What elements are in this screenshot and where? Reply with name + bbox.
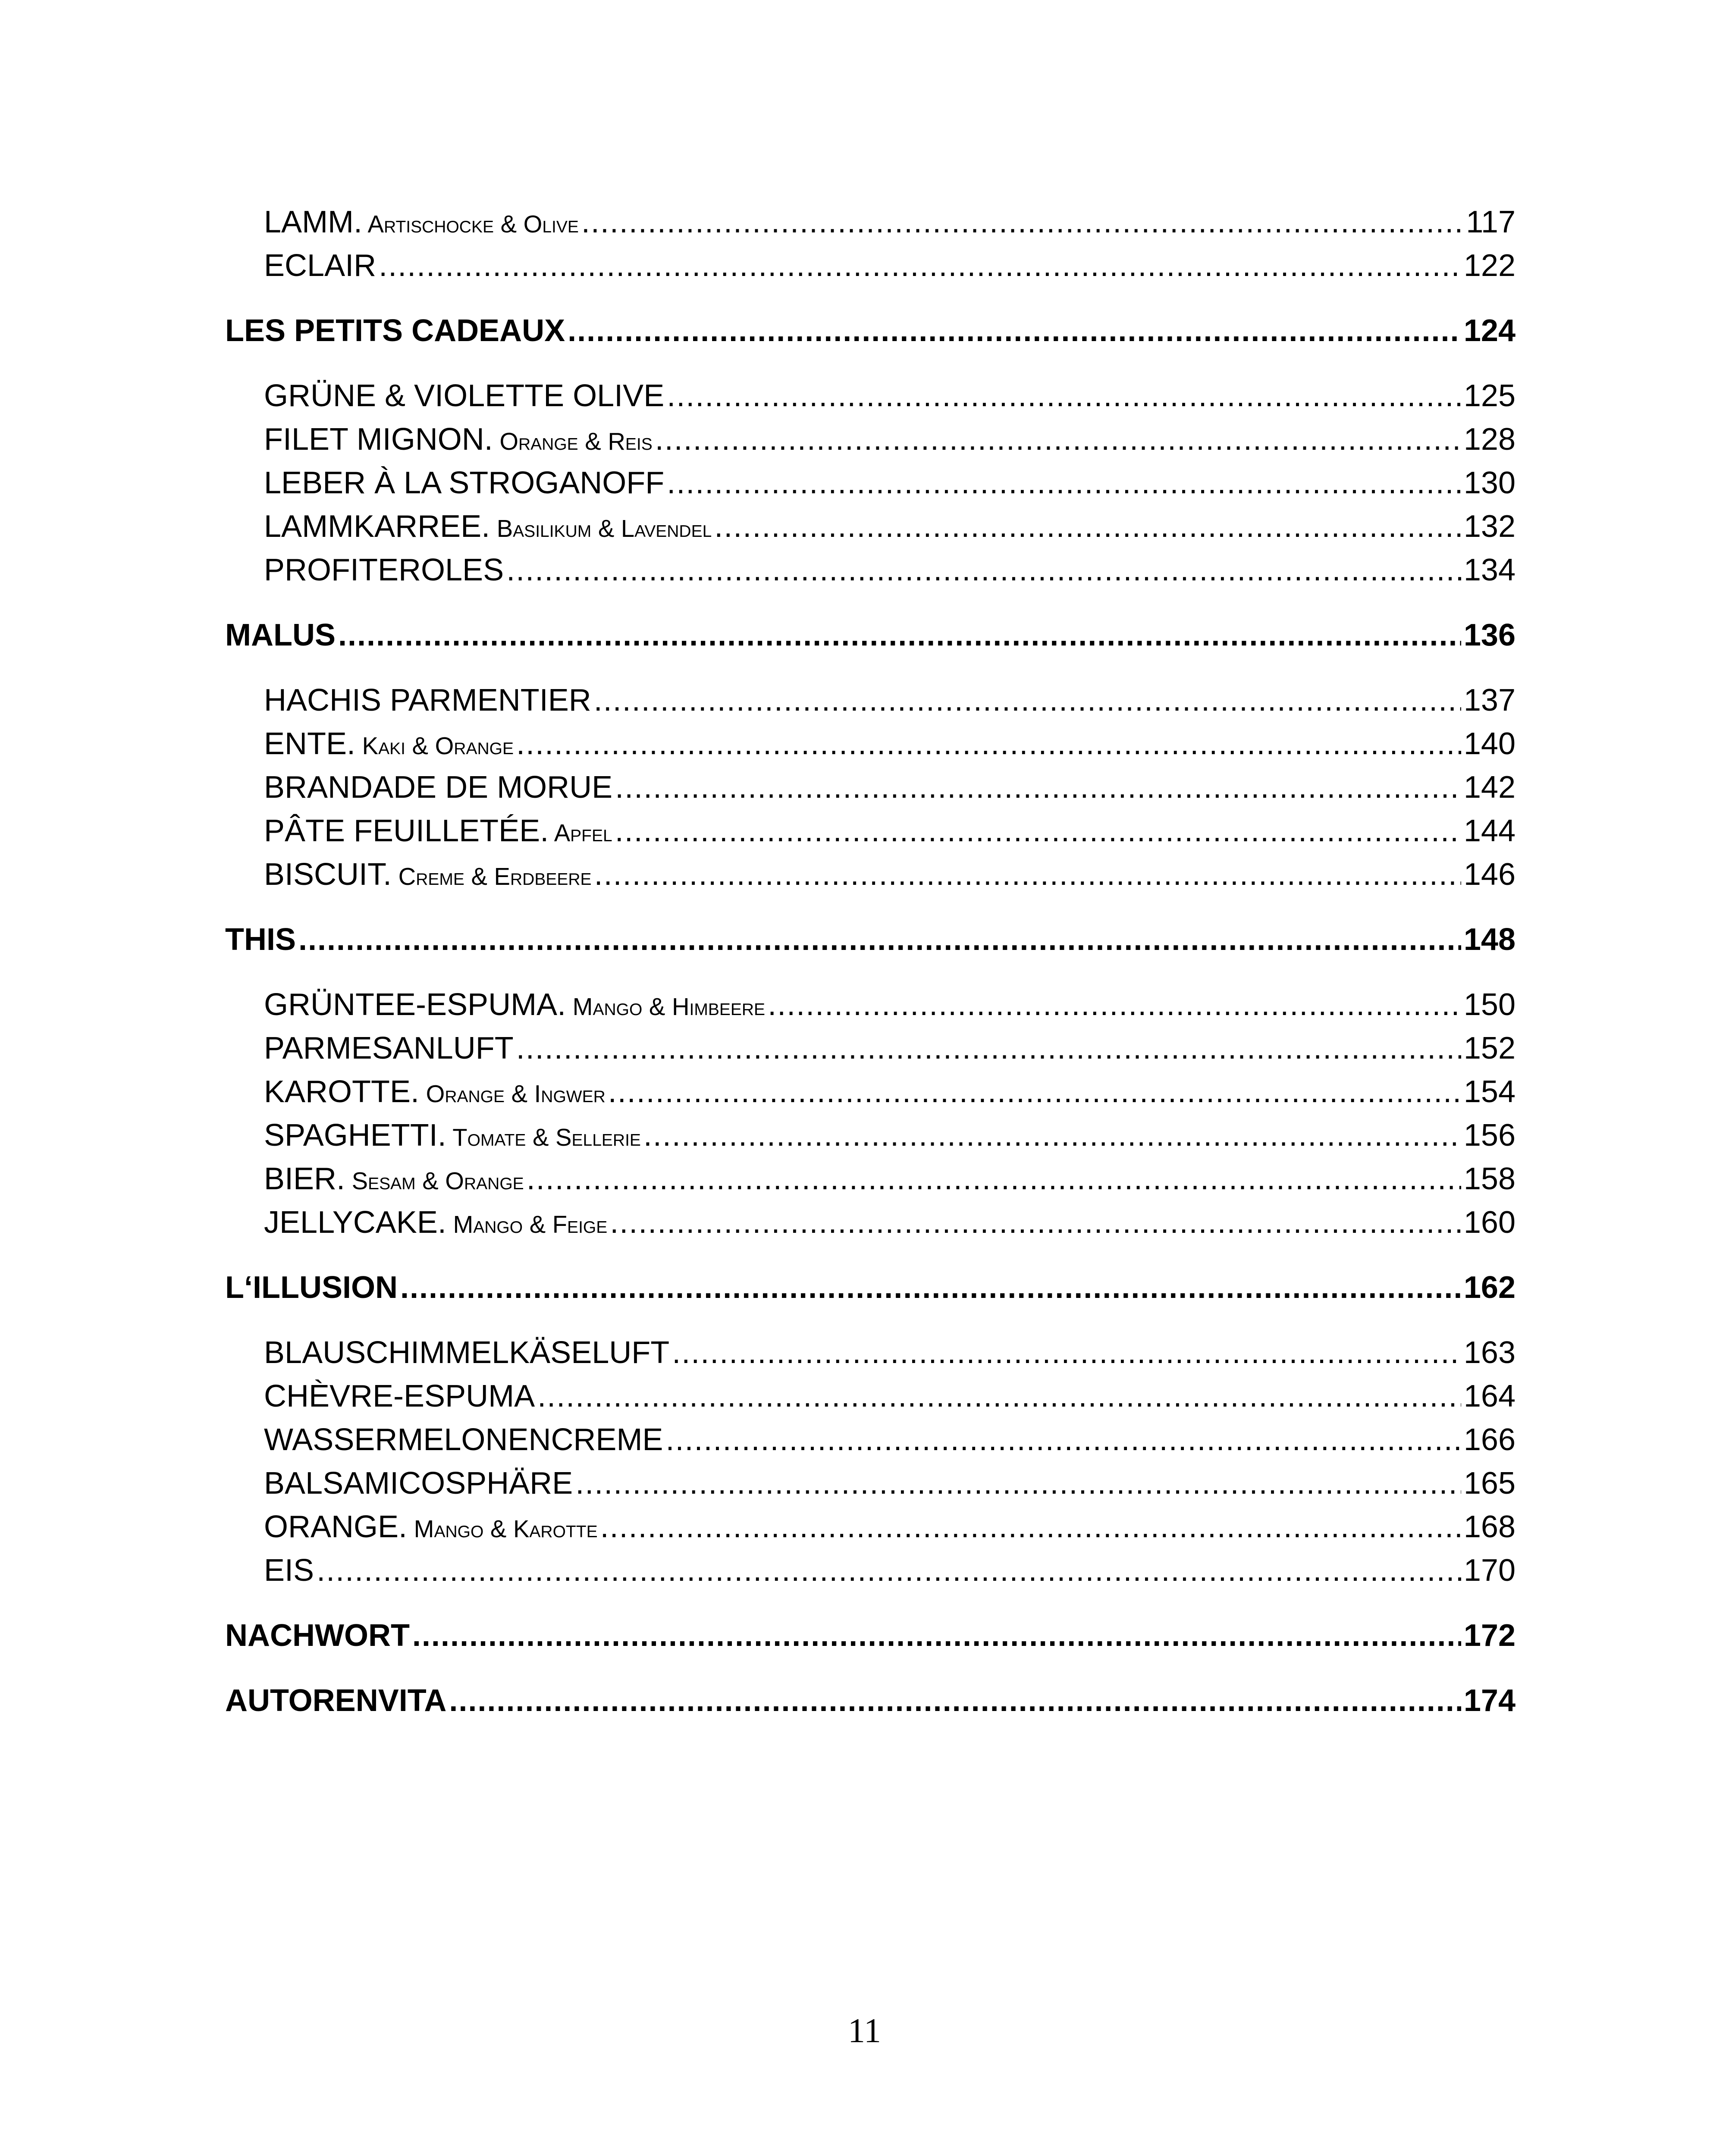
toc-entry (225, 1331, 1516, 1375)
toc-entry-title (264, 461, 664, 505)
toc-page-number: 134 (1463, 553, 1516, 587)
dot-leader (615, 766, 1461, 809)
toc-section-entry (225, 309, 1516, 353)
toc-entry (225, 461, 1516, 505)
toc-entry-subtitle: Creme & Erdbeere (392, 863, 592, 890)
dot-leader (338, 614, 1461, 657)
toc-entry-title (264, 853, 592, 896)
toc-entry-title (264, 1505, 598, 1549)
dot-leader (537, 1375, 1461, 1418)
toc-page-number: 154 (1463, 1075, 1516, 1109)
toc-entry (225, 1114, 1516, 1157)
dot-leader (615, 809, 1461, 853)
toc-entry (225, 374, 1516, 418)
toc-entry-title (264, 1418, 663, 1462)
toc-page-number: 150 (1463, 987, 1516, 1022)
toc-entry (225, 1157, 1516, 1201)
toc-entry-title (264, 1375, 535, 1418)
toc-entry (225, 418, 1516, 461)
toc-entry-title-main: BIER. (264, 1162, 345, 1196)
table-of-contents (225, 201, 1516, 1723)
toc-entry-title-main: ECLAIR (264, 248, 377, 283)
toc-section-entry (225, 1679, 1516, 1723)
toc-section-entry (225, 918, 1516, 962)
dot-leader (672, 1331, 1461, 1375)
toc-entry-title-main: PROFITEROLES (264, 553, 504, 587)
toc-entry-title-main: BLAUSCHIMMELKÄSELUFT (264, 1335, 670, 1370)
dot-leader (655, 418, 1461, 461)
toc-entry-title-main: BALSAMICOSPHÄRE (264, 1466, 573, 1501)
toc-entry-subtitle: Artischocke & Olive (362, 210, 579, 238)
toc-entry (225, 1027, 1516, 1070)
dot-leader (516, 722, 1461, 766)
toc-page-number: 156 (1463, 1118, 1516, 1153)
toc-entry (225, 1375, 1516, 1418)
toc-entry-title-main: AUTORENVITA (225, 1683, 447, 1718)
toc-entry-title-main: MALUS (225, 618, 336, 652)
toc-entry (225, 244, 1516, 288)
toc-entry (225, 505, 1516, 548)
toc-entry-title-main: THIS (225, 922, 296, 957)
toc-page-number: 174 (1463, 1683, 1516, 1718)
toc-entry-title-main: GRÜNTEE-ESPUMA. (264, 987, 566, 1022)
dot-leader (412, 1614, 1461, 1658)
dot-leader (379, 244, 1461, 288)
toc-page-number: 136 (1463, 618, 1516, 652)
toc-entry-title (225, 918, 296, 962)
toc-entry (225, 679, 1516, 722)
toc-page-number: 146 (1463, 857, 1516, 892)
toc-page-number: 162 (1463, 1270, 1516, 1305)
toc-entry-title-main: HACHIS PARMENTIER (264, 683, 591, 718)
toc-entry-title-main: CHÈVRE-ESPUMA (264, 1379, 535, 1413)
toc-entry-title (264, 766, 612, 809)
dot-leader (298, 918, 1461, 962)
toc-page-number: 166 (1463, 1423, 1516, 1457)
toc-entry-title-main: FILET MIGNON. (264, 422, 493, 457)
toc-entry-title (225, 1266, 398, 1310)
dot-leader (594, 853, 1461, 896)
dot-leader (581, 201, 1463, 244)
toc-entry-title (264, 1027, 514, 1070)
toc-page-number: 168 (1463, 1510, 1516, 1544)
dot-leader (610, 1201, 1461, 1244)
toc-section-entry (225, 1266, 1516, 1310)
toc-entry-title (264, 722, 514, 766)
toc-page-number: 140 (1463, 727, 1516, 761)
toc-entry (225, 1070, 1516, 1114)
dot-leader (575, 1462, 1461, 1505)
toc-entry-title (264, 679, 591, 722)
toc-entry-subtitle: Mango & Karotte (407, 1515, 598, 1542)
toc-entry-subtitle: Orange & Reis (493, 428, 653, 455)
toc-entry-title (225, 1614, 410, 1658)
toc-entry-title-main: ORANGE. (264, 1510, 408, 1544)
toc-entry-title (264, 201, 579, 244)
toc-entry-title-main: JELLYCAKE. (264, 1205, 446, 1240)
toc-entry (225, 1505, 1516, 1549)
toc-entry-title (264, 244, 376, 288)
toc-page-number: 117 (1466, 205, 1516, 239)
toc-entry-subtitle: Kaki & Orange (355, 732, 514, 759)
toc-page-number: 122 (1463, 248, 1516, 283)
toc-section-entry (225, 1614, 1516, 1658)
toc-page-number: 125 (1463, 379, 1516, 413)
toc-entry-title-main: SPAGHETTI. (264, 1118, 446, 1153)
toc-page-number: 165 (1463, 1466, 1516, 1501)
toc-page-number: 144 (1463, 814, 1516, 848)
toc-entry (225, 1462, 1516, 1505)
toc-entry-title (264, 809, 612, 853)
dot-leader (608, 1070, 1461, 1114)
dot-leader (568, 309, 1461, 353)
toc-entry-subtitle: Apfel (549, 819, 612, 846)
toc-entry-title (264, 1462, 573, 1505)
toc-entry (225, 722, 1516, 766)
toc-page-number: 128 (1463, 422, 1516, 457)
toc-entry (225, 766, 1516, 809)
toc-page-number: 130 (1463, 466, 1516, 500)
toc-entry-title (264, 418, 653, 461)
toc-page-number: 172 (1463, 1618, 1516, 1653)
dot-leader (516, 1027, 1461, 1070)
dot-leader (527, 1157, 1461, 1201)
toc-entry-title-main: NACHWORT (225, 1618, 410, 1653)
toc-entry-title (264, 1201, 607, 1244)
toc-entry-subtitle: Tomate & Sellerie (446, 1124, 641, 1151)
toc-page-number: 164 (1463, 1379, 1516, 1413)
toc-entry-title (264, 374, 664, 418)
toc-page-number: 170 (1463, 1553, 1516, 1588)
toc-entry-title-main: KAROTTE. (264, 1075, 420, 1109)
toc-entry-title-main: LAMMKARREE. (264, 509, 490, 544)
toc-entry-title-main: BRANDADE DE MORUE (264, 770, 613, 805)
dot-leader (449, 1679, 1461, 1723)
dot-leader (768, 983, 1461, 1027)
toc-entry (225, 983, 1516, 1027)
toc-entry-title (264, 1331, 669, 1375)
toc-entry (225, 1418, 1516, 1462)
toc-entry-title (225, 309, 565, 353)
dot-leader (506, 548, 1461, 592)
dot-leader (667, 374, 1461, 418)
toc-page-number: 124 (1463, 313, 1516, 348)
dot-leader (665, 1418, 1461, 1462)
toc-entry-title-main: GRÜNE & VIOLETTE OLIVE (264, 379, 665, 413)
toc-entry-title-main: ENTE. (264, 727, 356, 761)
toc-page-number: 148 (1463, 922, 1516, 957)
toc-entry (225, 809, 1516, 853)
toc-page-number: 160 (1463, 1205, 1516, 1240)
toc-entry-subtitle: Mango & Feige (446, 1211, 608, 1238)
toc-entry-title-main: L‘ILLUSION (225, 1270, 398, 1305)
toc-page-number: 132 (1463, 509, 1516, 544)
toc-entry-title (225, 614, 336, 657)
toc-entry-subtitle: Basilikum & Lavendel (490, 515, 712, 542)
toc-entry-title (264, 505, 712, 548)
dot-leader (400, 1266, 1461, 1310)
dot-leader (643, 1114, 1461, 1157)
toc-entry-title-main: LEBER À LA STROGANOFF (264, 466, 665, 500)
toc-section-entry (225, 614, 1516, 657)
toc-entry-title (264, 1157, 524, 1201)
toc-entry-title-main: BISCUIT. (264, 857, 392, 892)
toc-entry-subtitle: Mango & Himbeere (566, 993, 766, 1020)
toc-entry-title-main: EIS (264, 1553, 314, 1588)
toc-entry (225, 548, 1516, 592)
toc-entry-subtitle: Orange & Ingwer (419, 1080, 606, 1107)
dot-leader (714, 505, 1461, 548)
dot-leader (317, 1549, 1461, 1592)
toc-page-number: 163 (1463, 1335, 1516, 1370)
toc-entry (225, 1549, 1516, 1592)
toc-page-number: 152 (1463, 1031, 1516, 1065)
toc-entry (225, 201, 1516, 244)
toc-entry-subtitle: Sesam & Orange (345, 1167, 524, 1194)
dot-leader (600, 1505, 1461, 1549)
dot-leader (667, 461, 1461, 505)
toc-entry-title (225, 1679, 446, 1723)
toc-page-number: 137 (1463, 683, 1516, 718)
toc-entry-title-main: LES PETITS CADEAUX (225, 313, 565, 348)
toc-entry-title-main: LAMM. (264, 205, 363, 239)
toc-entry (225, 1201, 1516, 1244)
page-number: 11 (847, 2012, 882, 2050)
toc-page-number: 158 (1463, 1162, 1516, 1196)
toc-entry-title-main: PARMESANLUFT (264, 1031, 514, 1065)
toc-entry-title-main: PÂTE FEUILLETÉE. (264, 814, 549, 848)
toc-entry-title (264, 548, 504, 592)
toc-page-number: 142 (1463, 770, 1516, 805)
toc-entry-title (264, 1114, 641, 1157)
toc-entry-title (264, 1070, 606, 1114)
toc-entry (225, 853, 1516, 896)
toc-entry-title (264, 1549, 314, 1592)
toc-entry-title-main: WASSERMELONENCREME (264, 1423, 663, 1457)
dot-leader (594, 679, 1461, 722)
toc-entry-title (264, 983, 765, 1027)
